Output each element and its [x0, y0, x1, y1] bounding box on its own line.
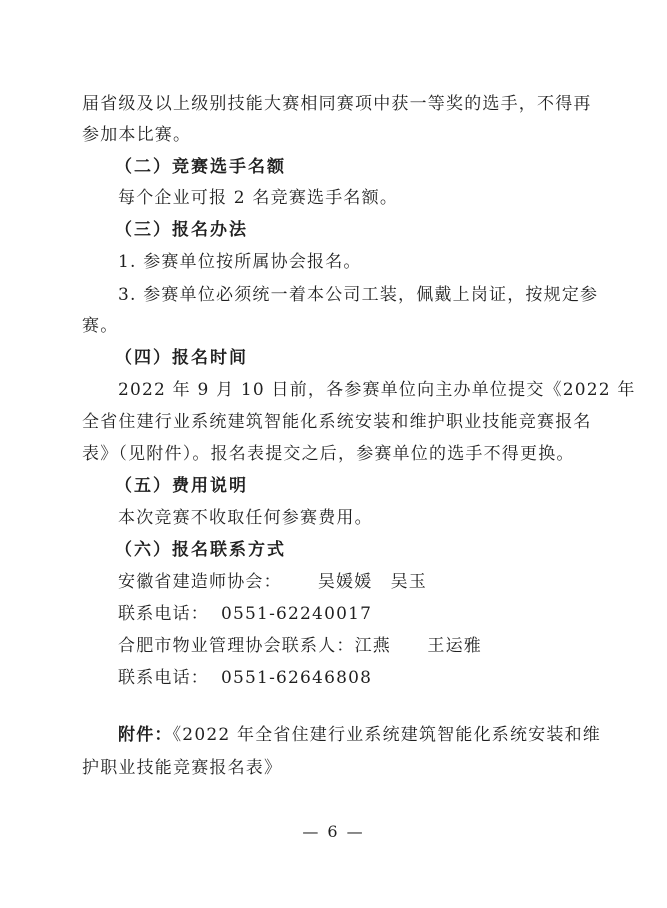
section-5-text: 本次竞赛不收取任何参赛费用。: [118, 508, 373, 528]
intro-line-1: 届省级及以上级别技能大赛相同赛项中获一等奖的选手，不得再: [82, 94, 592, 114]
attachment-line-2: 护职业技能竞赛报名表》: [82, 758, 283, 778]
contact-org-2-label: 合肥市物业管理协会联系人：: [118, 636, 355, 656]
page-number: — 6 —: [302, 822, 365, 841]
section-6-heading: （六）报名联系方式: [115, 540, 286, 560]
section-4-line-1: 2022 年 9 月 10 日前，各参赛单位向主办单位提交《2022 年: [118, 380, 636, 400]
contact-phone-1-number: 0551-62240017: [221, 604, 373, 624]
section-3-item-3-line-1: 3. 参赛单位必须统一着本公司工装，佩戴上岗证，按规定参: [118, 285, 599, 305]
intro-line-2: 参加本比赛。: [82, 125, 192, 145]
attachment-title-part-1: 《2022 年全省住建行业系统建筑智能化系统安装和维: [172, 725, 601, 745]
attachment-label: 附件：: [118, 725, 173, 745]
section-3-item-3-line-2: 赛。: [82, 316, 119, 336]
contact-phone-2: [118, 666, 372, 690]
attachment-line-1: [118, 723, 601, 747]
section-4-line-2: 全省住建行业系统建筑智能化系统安装和维护职业技能竞赛报名: [82, 412, 592, 432]
contact-org-1-names: 吴媛媛 吴玉: [317, 572, 428, 592]
contact-phone-1: [118, 602, 372, 626]
contact-org-1: [118, 570, 427, 594]
section-5-heading: （五）费用说明: [115, 476, 248, 496]
contact-org-2: [118, 634, 482, 658]
section-4-heading: （四）报名时间: [115, 348, 248, 368]
section-2-text: 每个企业可报 2 名竞赛选手名额。: [118, 188, 399, 208]
section-3-item-1: 1. 参赛单位按所属协会报名。: [118, 252, 362, 272]
contact-phone-1-label: 联系电话：: [118, 604, 209, 624]
section-4-line-3: 表》（见附件）。报名表提交之后，参赛单位的选手不得更换。: [82, 444, 575, 464]
contact-phone-2-number: 0551-62646808: [221, 668, 373, 688]
section-2-heading: （二）竞赛选手名额: [115, 157, 286, 177]
contact-phone-2-label: 联系电话：: [118, 668, 209, 688]
section-3-heading: （三）报名办法: [115, 220, 248, 240]
contact-org-1-label: 安徽省建造师协会：: [118, 572, 282, 592]
contact-org-2-names: 江燕 王运雅: [354, 636, 483, 656]
